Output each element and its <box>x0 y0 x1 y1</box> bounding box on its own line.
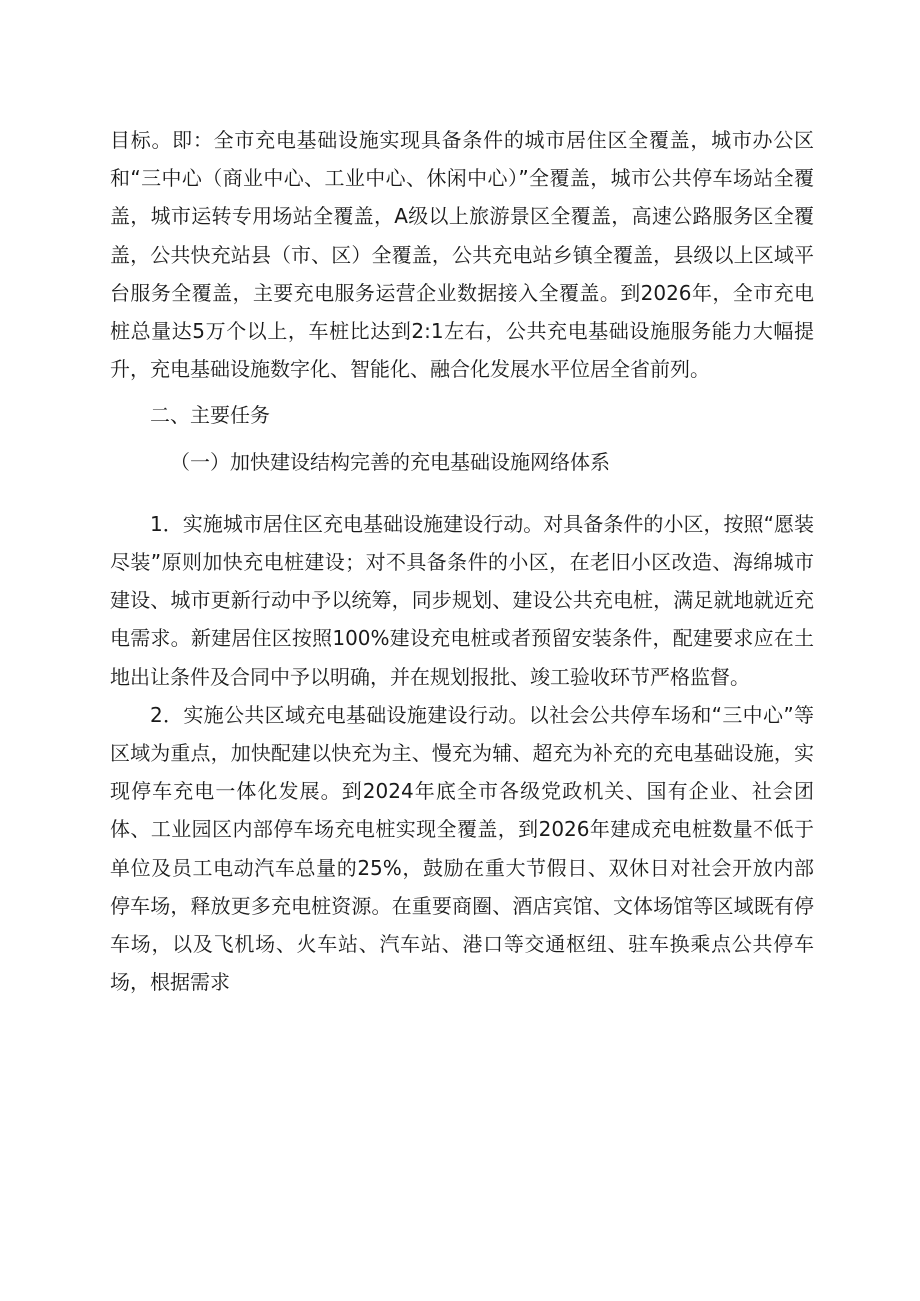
subsection-heading-network-system: （一）加快建设结构完善的充电基础设施网络体系 <box>170 449 610 474</box>
paragraph-task-1: 1．实施城市居住区充电基础设施建设行动。对具备条件的小区，按照“愿装尽装”原则加快充电桩建设；对不具备条件的小区，在老旧小区改造、海绵城市建设、城市更新行动中予以统筹，同步规划、建设公共充电桩，满足就地就近充电需求。新建居住区按照100%建设充电桩或者预留安装条件，配建要求应在土地出让条件及合同中予以明确，并在规划报批、竣工验收环节严格监督。 <box>110 511 814 689</box>
document-page <box>110 121 814 1001</box>
section-heading-main-tasks: 二、主要任务 <box>150 403 270 428</box>
paragraph-goal-summary: 目标。即：全市充电基础设施实现具备条件的城市居住区全覆盖，城市办公区和“三中心（商业中心、工业中心、休闲中心）”全覆盖，城市公共停车场站全覆盖，城市运转专用场站全覆盖，A级以上旅游景区全覆盖，高速公路服务区全覆盖，公共快充站县（市、区）全覆盖，公共充电站乡镇全覆盖，县级以上区域平台服务全覆盖，主要充电服务运营企业数据接入全覆盖。到2026年，全市充电桩总量达5万个以上，车桩比达到2:1左右，公共充电基础设施服务能力大幅提升，充电基础设施数字化、智能化、融合化发展水平位居全省前列。 <box>110 128 814 382</box>
paragraph-task-2: 2．实施公共区域充电基础设施建设行动。以社会公共停车场和“三中心”等区域为重点，加快配建以快充为主、慢充为辅、超充为补充的充电基础设施，实现停车充电一体化发展。到2024年底全市各级党政机关、国有企业、社会团体、工业园区内部停车场充电桩实现全覆盖，到2026年建成充电桩数量不低于单位及员工电动汽车总量的25%，鼓励在重大节假日、双休日对社会开放内部停车场，释放更多充电桩资源。在重要商圈、酒店宾馆、文体场馆等区域既有停车场，以及飞机场、火车站、汽车站、港口等交通枢纽、驻车换乘点公共停车场，根据需求 <box>110 702 814 995</box>
